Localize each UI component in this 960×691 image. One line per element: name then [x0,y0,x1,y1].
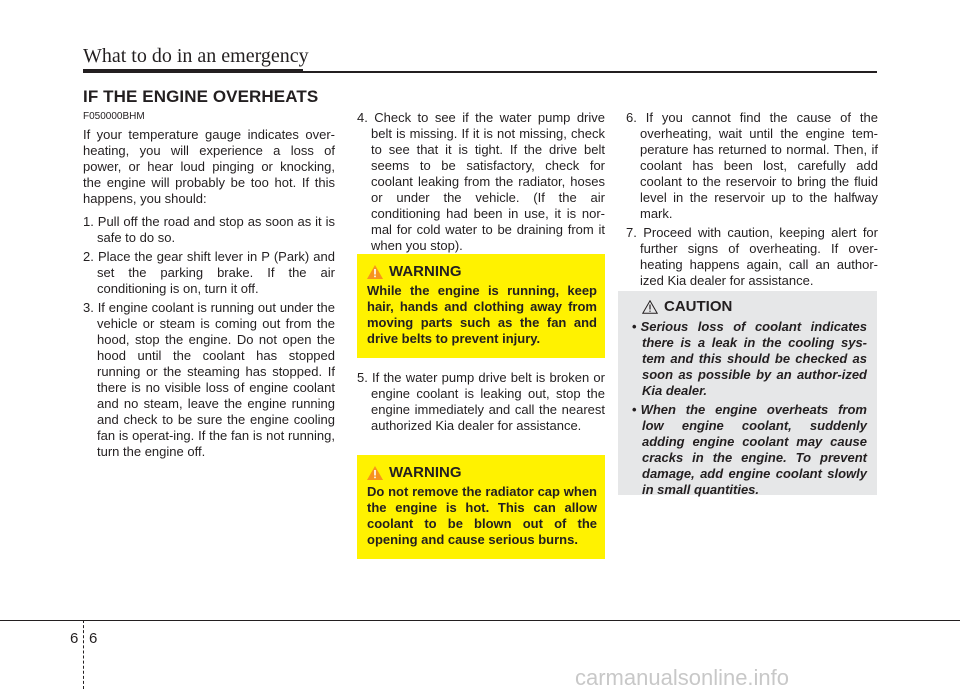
column-2 [357,110,605,257]
caution-list [628,319,867,498]
warning-text: Do not remove the radiator cap when the engine is hot. This can allow coolant to be blown out of the opening and cause serious burns. [367,484,597,547]
warning-box-2 [357,455,605,559]
bottom-rule [0,620,960,621]
steps-list-2a [357,110,605,254]
warning-triangle-icon [367,466,383,480]
column-3 [626,110,878,292]
warning-box-1 [357,254,605,358]
warning-triangle-icon [367,265,383,279]
column-2b [357,370,605,437]
steps-list-3 [626,110,878,289]
steps-list-2b [357,370,605,434]
step-item: 3. If engine coolant is running out under the vehicle or steam is coming out from the hood, stop the engine. Do not open the hood until the coolant has stopped running or the steaming has stopped. If there is no visible loss of engine coolant and no steam, leave the engine running and check to be sure the engine cooling fan is operat-ing. If the fan is not running, turn the engine off. [83,300,335,459]
step-item: 2. Place the gear shift lever in P (Park) and set the parking brake. If the air conditioning is on, turn it off. [83,249,335,296]
intro-paragraph: If your temperature gauge indicates over-heating, you will experience a loss of power, or hear loud pinging or knocking, the engine will probably be too hot. If this happens, you should: [83,127,335,206]
page-gutter-dashes [83,620,84,689]
step-item: 1. Pull off the road and stop as soon as it is safe to do so. [83,214,335,245]
caution-box [618,291,877,495]
caution-title: CAUTION [664,298,733,315]
warning-text: While the engine is running, keep hair, hands and clothing away from moving parts such as the fan and drive belts to prevent injury. [367,283,597,346]
doc-code: F050000BHM [83,111,145,122]
column-1 [83,110,335,463]
caution-item: • Serious loss of coolant indicates there is a leak in the cooling sys-tem and this should be checked as soon as possible by an author-ized Kia dealer. [628,319,867,399]
page-number-page: 6 [89,630,98,647]
caution-triangle-icon [642,300,658,314]
caution-header [642,299,867,315]
page-number-chapter: 6 [70,630,79,647]
step-item: 5. If the water pump drive belt is broken or engine coolant is leaking out, stop the engine immediately and call the nearest authorized Kia dealer for assistance. [357,370,605,433]
caution-item: • When the engine overheats from low engine coolant, suddenly adding engine coolant may cause cracks in the engine. To prevent damage, add engine coolant slowly in small quantities. [628,402,867,498]
warning-header [367,264,597,280]
watermark: carmanualsonline.info [575,665,790,690]
step-item: 6. If you cannot find the cause of the overheating, wait until the engine tem-perature has returned to normal. Then, if coolant has been lost, carefully add coolant to the reservoir to bring the fluid level in the reservoir up to the halfway mark. [626,110,878,221]
warning-title: WARNING [389,464,462,481]
step-item: 4. Check to see if the water pump drive belt is missing. If it is not missing, check to see that it is tight. If the drive belt seems to be satisfactory, check for coolant leaking from the radiator, hoses or under the vehicle. (If the air conditioning had been in use, it is nor-mal for cold water to be draining from it when you stop). [357,110,605,253]
steps-list-1 [83,214,335,460]
step-item: 7. Proceed with caution, keeping alert for further signs of overheating. If over-heating happens again, call an author-ized Kia dealer for assistance. [626,225,878,288]
top-rule [83,71,877,73]
warning-header [367,465,597,481]
warning-title: WARNING [389,263,462,280]
page-heading: IF THE ENGINE OVERHEATS [83,87,319,106]
section-title: What to do in an emergency [83,45,309,67]
